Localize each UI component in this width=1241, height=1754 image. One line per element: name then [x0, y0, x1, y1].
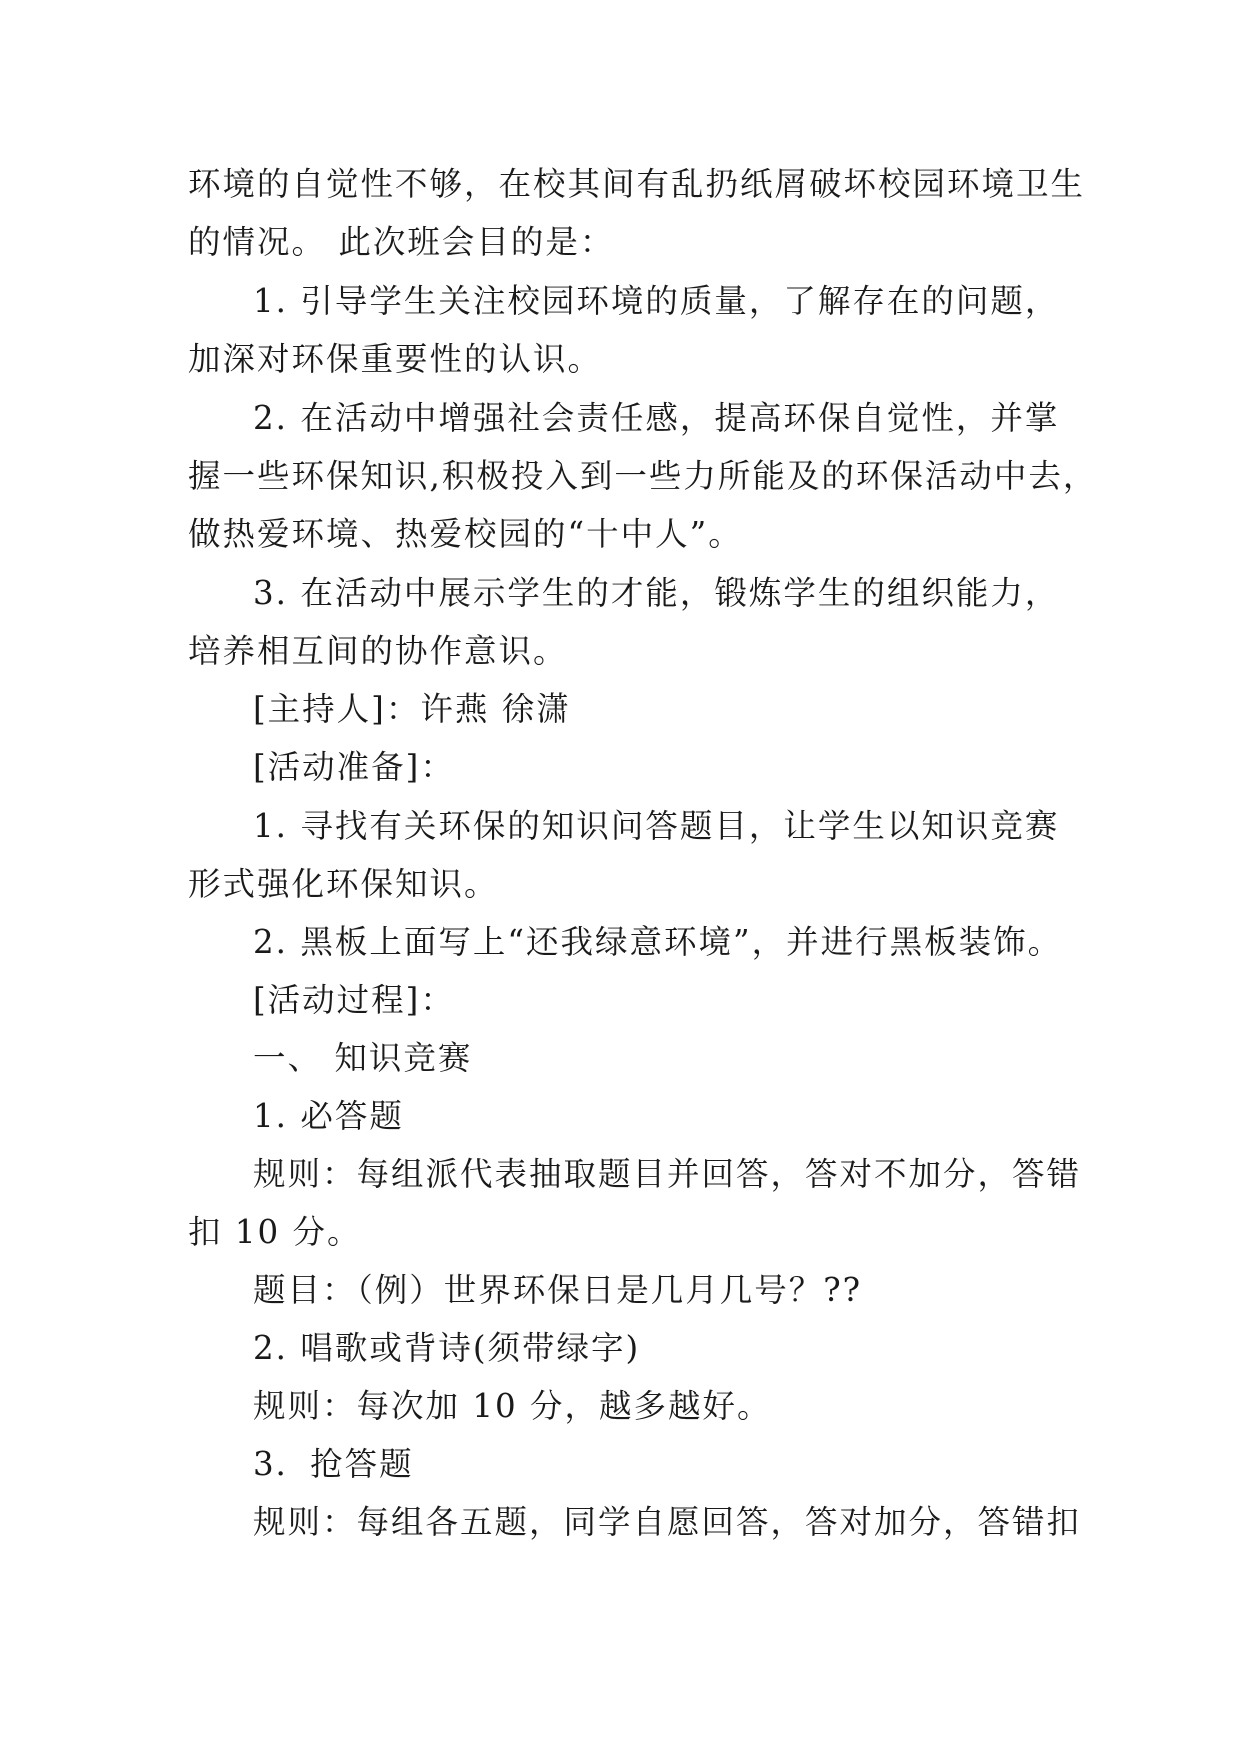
body-line: 规则：每组派代表抽取题目并回答，答对不加分，答错: [253, 1155, 1082, 1193]
body-line: 一、 知识竞赛: [253, 1039, 473, 1077]
body-line: 握一些环保知识,积极投入到一些力所能及的环保活动中去，: [188, 457, 1098, 495]
body-line: 2. 唱歌或背诗(须带绿字): [253, 1329, 641, 1367]
body-line: 扣 10 分。: [188, 1213, 362, 1251]
body-line: [活动过程]：: [253, 981, 455, 1019]
body-line: 1. 必答题: [253, 1097, 404, 1135]
body-line: 培养相互间的协作意识。: [188, 632, 568, 670]
body-line: 题目：（例）世界环保日是几月几号？??: [253, 1271, 863, 1309]
body-line: 3．抢答题: [253, 1445, 414, 1483]
body-line: 2. 黑板上面写上“还我绿意环境”，并进行黑板装饰。: [253, 923, 1063, 961]
body-line: 做热爱环境、热爱校园的“十中人”。: [188, 515, 743, 553]
body-line: 环境的自觉性不够，在校其间有乱扔纸屑破坏校园环境卫生: [188, 165, 1086, 203]
body-line: [主持人]：许燕 徐潇: [253, 690, 571, 728]
body-line: 1. 寻找有关环保的知识问答题目，让学生以知识竞赛: [253, 807, 1060, 845]
body-line: [活动准备]：: [253, 748, 455, 786]
body-line: 2. 在活动中增强社会责任感，提高环保自觉性，并掌: [253, 399, 1060, 437]
body-line: 的情况。 此次班会目的是：: [188, 223, 615, 261]
body-line: 3. 在活动中展示学生的才能，锻炼学生的组织能力，: [253, 574, 1060, 612]
body-line: 1. 引导学生关注校园环境的质量，了解存在的问题，: [253, 282, 1060, 320]
body-line: 规则：每次加 10 分，越多越好。: [253, 1387, 772, 1425]
body-line: 加深对环保重要性的认识。: [188, 340, 603, 378]
body-line: 形式强化环保知识。: [188, 865, 499, 903]
body-line: 规则：每组各五题，同学自愿回答，答对加分，答错扣: [253, 1503, 1082, 1541]
